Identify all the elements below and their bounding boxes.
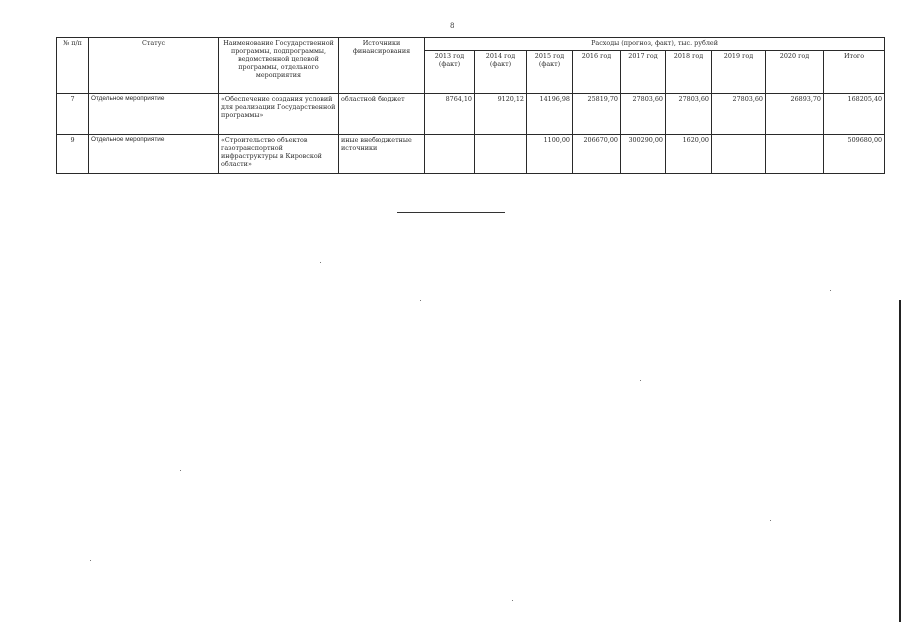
row-value-2014 xyxy=(475,135,527,174)
row-value-2018: 27803,60 xyxy=(666,94,712,135)
row-source: иные внебюджетные источники xyxy=(339,135,425,174)
row-num: 7 xyxy=(57,94,89,135)
speck xyxy=(180,470,181,471)
speck xyxy=(640,380,641,381)
row-value-2017: 27803,60 xyxy=(621,94,666,135)
scan-edge-bar xyxy=(899,300,901,622)
speck xyxy=(320,262,321,263)
row-value-2018: 1620,00 xyxy=(666,135,712,174)
header-year-2013: 2013 год (факт) xyxy=(425,51,475,94)
speck xyxy=(90,560,91,561)
row-value-2020 xyxy=(766,135,824,174)
row-value-total: 168205,40 xyxy=(824,94,885,135)
header-source: Источники финансирования xyxy=(339,38,425,94)
row-name: «Строительство объектов газотранспортной инфраструктуры в Кировской области» xyxy=(219,135,339,174)
row-status: Отдельное мероприятие xyxy=(89,94,219,135)
speck xyxy=(770,520,771,521)
header-year-2019: 2019 год xyxy=(712,51,766,94)
header-num: № п/п xyxy=(57,38,89,94)
budget-table xyxy=(56,37,885,174)
header-year-2020: 2020 год xyxy=(766,51,824,94)
row-value-2016: 206670,00 xyxy=(573,135,621,174)
row-value-2015: 1100,00 xyxy=(527,135,573,174)
row-source: областной бюджет xyxy=(339,94,425,135)
header-year-2017: 2017 год xyxy=(621,51,666,94)
speck xyxy=(420,300,421,301)
header-expenses: Расходы (прогноз, факт), тыс. рублей xyxy=(425,38,885,51)
row-value-2014: 9120,12 xyxy=(475,94,527,135)
row-name: «Обеспечение создания условий для реализации Государственной программы» xyxy=(219,94,339,135)
speck xyxy=(830,290,831,291)
row-value-2013: 8764,10 xyxy=(425,94,475,135)
row-value-2017: 300290,00 xyxy=(621,135,666,174)
header-year-2018: 2018 год xyxy=(666,51,712,94)
header-total: Итого xyxy=(824,51,885,94)
page-number: 8 xyxy=(450,22,455,30)
header-status: Статус xyxy=(89,38,219,94)
row-value-2016: 25819,70 xyxy=(573,94,621,135)
row-value-2019: 27803,60 xyxy=(712,94,766,135)
header-year-2014: 2014 год (факт) xyxy=(475,51,527,94)
row-value-total: 509680,00 xyxy=(824,135,885,174)
row-value-2020: 26893,70 xyxy=(766,94,824,135)
row-num: 9 xyxy=(57,135,89,174)
header-name: Наименование Государственной программы, подпрограммы, ведомственной целевой программы, отдельного мероприятия xyxy=(219,38,339,94)
row-status: Отдельное мероприятие xyxy=(89,135,219,174)
row-value-2013 xyxy=(425,135,475,174)
header-year-2016: 2016 год xyxy=(573,51,621,94)
table-row xyxy=(57,135,885,174)
row-value-2019 xyxy=(712,135,766,174)
separator-line xyxy=(397,212,505,213)
table-row xyxy=(57,94,885,135)
row-value-2015: 14196,98 xyxy=(527,94,573,135)
header-year-2015: 2015 год (факт) xyxy=(527,51,573,94)
speck xyxy=(512,600,513,601)
